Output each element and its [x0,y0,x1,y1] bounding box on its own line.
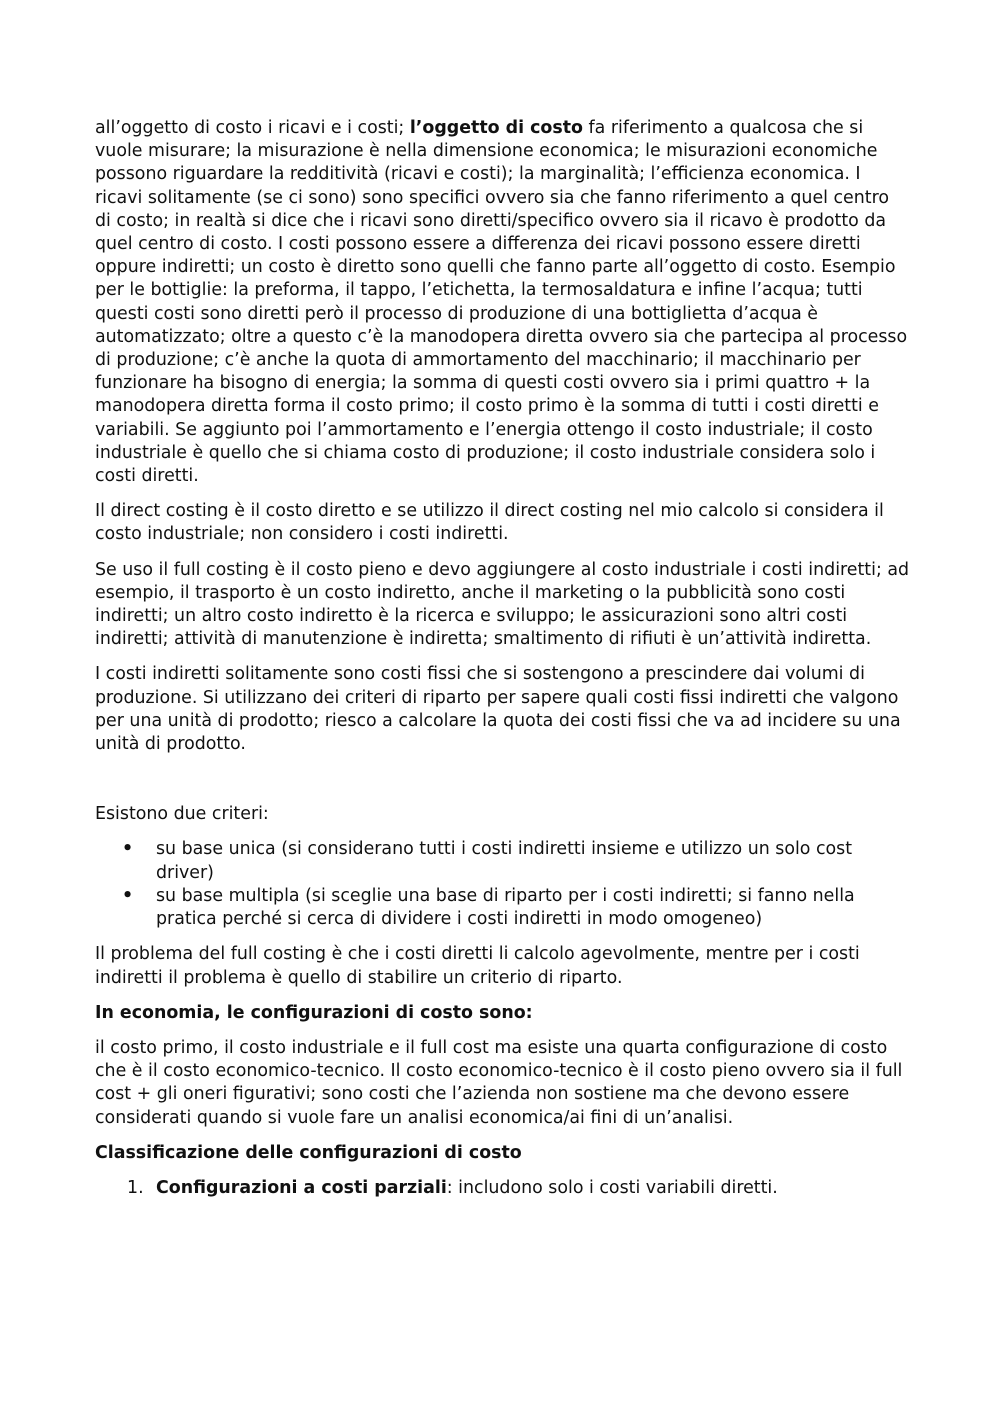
paragraph-configurazioni: il costo primo, il costo industriale e il full cost ma esiste una quarta configurazione di costo che è il costo economico-tecnico. Il costo economico-tecnico è il costo pieno ovvero sia il full cost + gli oneri figurativi; sono costi che l’azienda non sostiene ma che devono essere considerati quando si vuole fare un analisi economica/ai fini di un’analisi. [95,1037,903,1128]
heading-configurazioni: In economia, le configurazioni di costo sono: [95,1002,533,1023]
paragraph-oggetto-di-costo [95,117,910,488]
paragraph-costi-indiretti: I costi indiretti solitamente sono costi fissi che si sostengono a prescindere dai volumi di produzione. Si utilizzano dei criteri di riparto per sapere quali costi fissi indiretti che valgono per una unità di prodotto; riesco a calcolare la quota dei costi fissi che va ad incidere su una unità di prodotto. [95,664,901,755]
heading-classificazione: Classificazione delle configurazioni di costo [95,1142,522,1163]
paragraph-text: fa riferimento a qualcosa che si vuole misurare; la misurazione è nella dimensione economica; le misurazioni economiche possono riguardare la redditività (ricavi e costi); la marginalità; l’efficienza economica. I ricavi solitamente (se ci sono) sono specifici ovvero sia che fanno riferimento a quel centro di costo; in realtà si dice che i ricavi sono diretti/specifico ovvero sia il ricavo è prodotto da quel centro di costo. I costi possono essere a differenza dei ricavi possono essere diretti oppure indiretti; un costo è diretto sono quelli che fanno parte all’oggetto di costo. Esempio per le bottiglie: la preforma, il tappo, l’etichetta, la termosaldatura e infine l’acqua; tutti questi costi sono diretti però il processo di produzione di una bottiglietta d’acqua è automatizzato; oltre a questo c’è la manodopera diretta ovvero sia che partecipa al processo di produzione; c’è anche la quota di ammortamento del macchinario; il macchinario per funzionare ha bisogno di energia; la somma di questi costi ovvero sia i primi quattro + la manodopera diretta forma il costo primo; il costo primo è la somma di tutti i costi diretti e variabili. Se aggiunto poi l’ammortamento e l’energia ottengo il costo industriale; il costo industriale è quello che si chiama costo di produzione; il costo industriale considera solo i costi diretti. [95,118,908,487]
list-number: 1. [127,1177,144,1198]
paragraph-full-costing: Se uso il full costing è il costo pieno e devo aggiungere al costo industriale i costi indiretti; ad esempio, il trasporto è un costo indiretto, anche il marketing o la pubblicità sono costi indiretti; un altro costo indiretto è la ricerca e sviluppo; le assicurazioni sono altri costi indiretti; attività di manutenzione è indiretta; smaltimento di rifiuti è un’attività indiretta. [95,559,910,650]
document-page [95,117,910,1200]
list-item-text: : includono solo i costi variabili diretti. [446,1177,778,1198]
paragraph-problema-full-costing: Il problema del full costing è che i costi diretti li calcolo agevolmente, mentre per i costi indiretti il problema è quello di stabilire un criterio di riparto. [95,944,860,988]
blank-line [95,768,910,803]
list-item-text: su base unica (si considerano tutti i costi indiretti insieme e utilizzo un solo cost driver) [156,839,853,883]
list-item [95,838,910,884]
list-item [95,1177,910,1200]
bold-term-oggetto-di-costo: l’oggetto di costo [409,118,583,138]
paragraph-direct-costing: Il direct costing è il costo diretto e se utilizzo il direct costing nel mio calcolo si considera il costo industriale; non considero i costi indiretti. [95,501,884,545]
criteri-bullet-list [95,838,910,931]
bold-term: Configurazioni a costi parziali [156,1177,447,1198]
paragraph-text: all’oggetto di costo i ricavi e i costi; [95,118,410,138]
bullet-icon: • [122,839,134,860]
classificazione-numbered-list [95,1177,910,1200]
bullet-icon: • [122,885,134,906]
list-item-text: su base multipla (si sceglie una base di riparto per i costi indiretti; si fanno nella pratica perché si cerca di dividere i costi indiretti in modo omogeneo) [156,885,855,930]
paragraph-criteri-intro: Esistono due criteri: [95,804,269,825]
list-item [95,885,910,931]
